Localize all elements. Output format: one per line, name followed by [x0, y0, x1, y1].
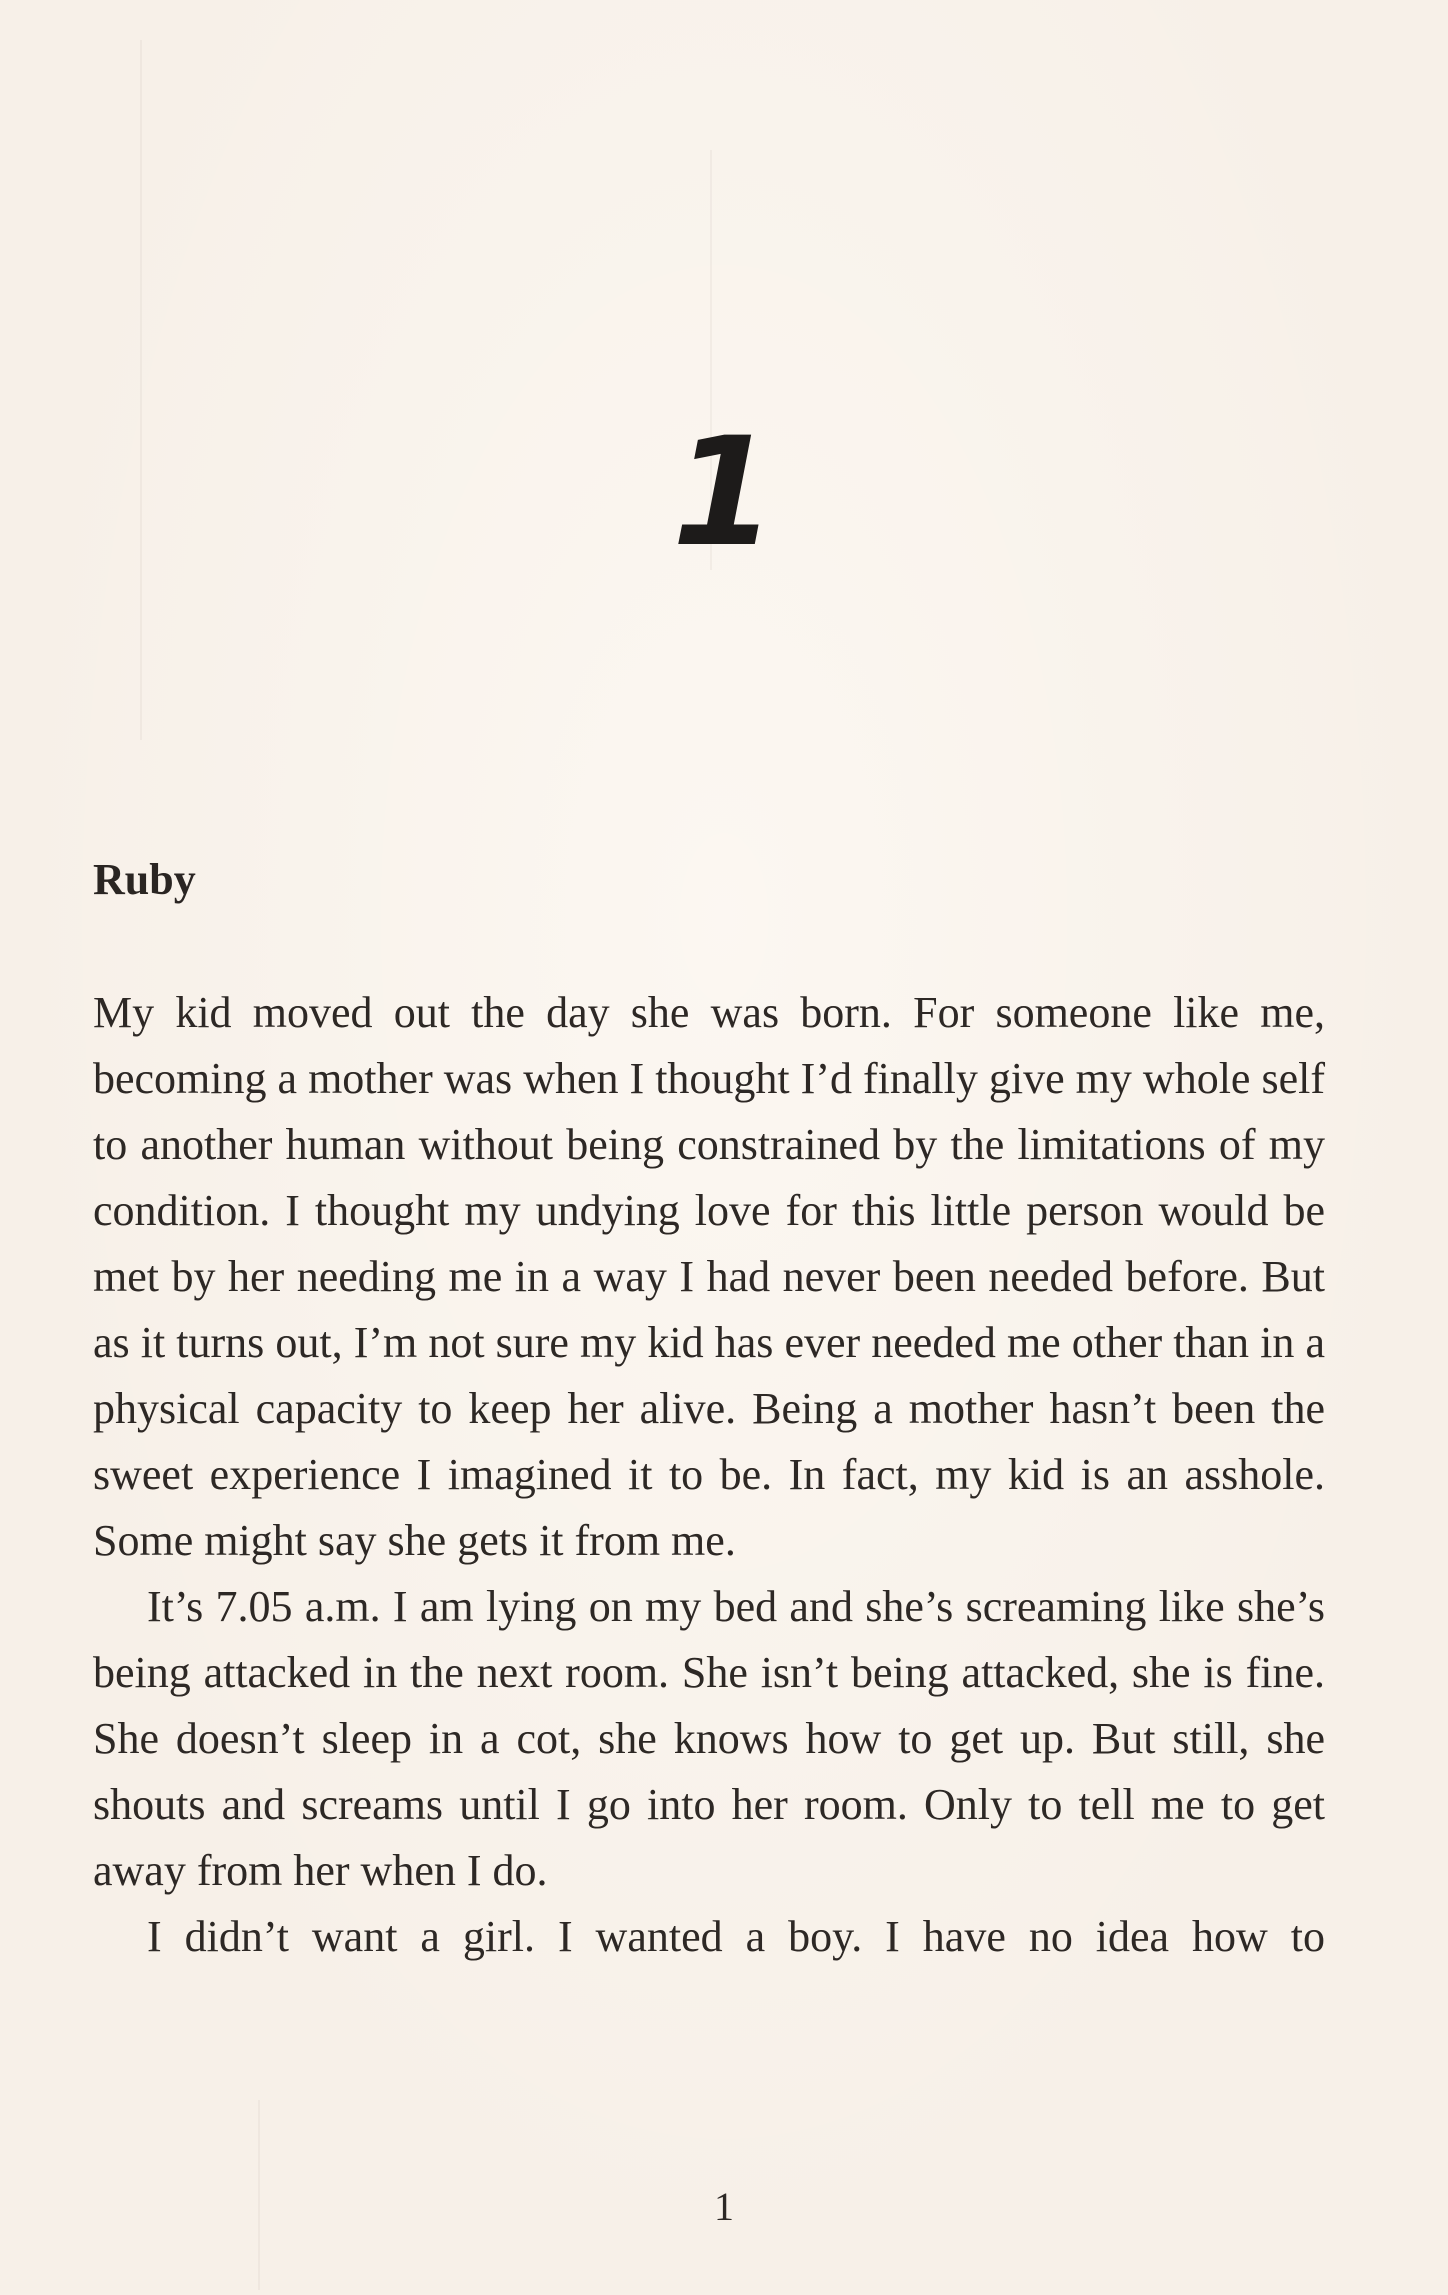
paper-crease — [140, 40, 142, 740]
chapter-heading: Ruby — [93, 855, 196, 904]
paragraph: I didn’t want a girl. I wanted a boy. I have no idea how to — [147, 1912, 1325, 1961]
chapter-number: 1 — [671, 406, 777, 580]
chapter-body — [93, 980, 1325, 1970]
paragraph: My kid moved out the day she was born. For someone like me, becoming a mother was when I thought I’d finally give my whole self to another human without being constrained by the limitations of my condition. I thought my undying love for this little person would be met by her needing me in a way I had never been needed before. But as it turns out, I’m not sure my kid has ever needed me other than in a physical capacity to keep her alive. Being a mother hasn’t been the sweet experience I imagined it to be. In fact, my kid is an asshole. Some might say she gets it from me. — [93, 988, 1325, 1565]
paragraph: It’s 7.05 a.m. I am lying on my bed and she’s screaming like she’s being attacked in the next room. She isn’t being attacked, she is fine. She doesn’t sleep in a cot, she knows how to get up. But still, she shouts and screams until I go into her room. Only to tell me to get away from her when I do. — [93, 1582, 1325, 1895]
page-number: 1 — [714, 2184, 734, 2229]
